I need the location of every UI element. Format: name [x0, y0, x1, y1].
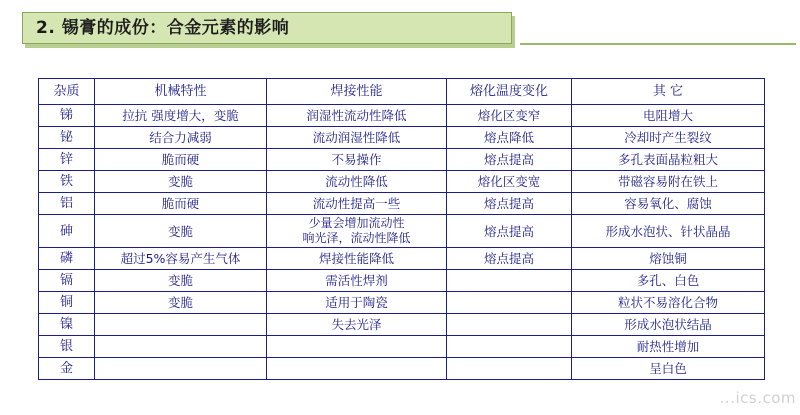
- table-row: [39, 149, 765, 171]
- impurity-name-cell: 银: [39, 336, 95, 358]
- table-header-row: [39, 79, 765, 105]
- table-cell: [95, 358, 267, 380]
- table-cell: 冷却时产生裂纹: [572, 127, 765, 149]
- table-cell: 多孔表面晶粒粗大: [572, 149, 765, 171]
- table-cell: 变脆: [95, 270, 267, 292]
- table-cell: 流动性降低: [267, 171, 447, 193]
- impurity-name-cell: 镉: [39, 270, 95, 292]
- column-header-impurity: 杂质: [39, 79, 95, 105]
- table-cell: [447, 270, 572, 292]
- table-cell: 润湿性流动性降低: [267, 105, 447, 127]
- table-cell: 熔点降低: [447, 127, 572, 149]
- column-header-solderability: 焊接性能: [267, 79, 447, 105]
- impurity-effects-table-wrapper: [38, 78, 764, 380]
- impurity-name-cell: 锑: [39, 105, 95, 127]
- table-cell: [95, 336, 267, 358]
- table-cell: 熔蚀铜: [572, 248, 765, 270]
- table-cell: 多孔、白色: [572, 270, 765, 292]
- table-cell: 结合力减弱: [95, 127, 267, 149]
- slide-title-block: [22, 12, 774, 46]
- table-cell: 变脆: [95, 171, 267, 193]
- table-row: [39, 314, 765, 336]
- impurity-name-cell: 铁: [39, 171, 95, 193]
- title-underline-rule: [520, 43, 796, 45]
- table-row: [39, 248, 765, 270]
- impurity-name-cell: 镍: [39, 314, 95, 336]
- watermark-text: ...ics.com: [719, 389, 796, 407]
- table-cell: 脆而硬: [95, 193, 267, 215]
- table-cell: [447, 292, 572, 314]
- table-cell: 流动性提高一些: [267, 193, 447, 215]
- table-cell: 熔点提高: [447, 248, 572, 270]
- table-cell: 形成水泡状结晶: [572, 314, 765, 336]
- table-cell: 带磁容易附在铁上: [572, 171, 765, 193]
- table-row: [39, 215, 765, 248]
- table-row: [39, 105, 765, 127]
- table-cell: 呈白色: [572, 358, 765, 380]
- table-cell: 耐热性增加: [572, 336, 765, 358]
- impurity-name-cell: 磷: [39, 248, 95, 270]
- table-cell: 电阻增大: [572, 105, 765, 127]
- table-cell: 脆而硬: [95, 149, 267, 171]
- table-cell: 流动润湿性降低: [267, 127, 447, 149]
- table-cell: [447, 314, 572, 336]
- table-cell: 需活性焊剂: [267, 270, 447, 292]
- table-cell: 变脆: [95, 215, 267, 248]
- table-row: [39, 358, 765, 380]
- table-cell: 拉抗 强度增大，变脆: [95, 105, 267, 127]
- impurity-name-cell: 铜: [39, 292, 95, 314]
- impurity-name-cell: 金: [39, 358, 95, 380]
- column-header-mechanical: 机械特性: [95, 79, 267, 105]
- table-cell: [95, 314, 267, 336]
- table-row: [39, 336, 765, 358]
- impurity-name-cell: 铋: [39, 127, 95, 149]
- column-header-melting-temp: 熔化温度变化: [447, 79, 572, 105]
- table-cell: 容易氧化、腐蚀: [572, 193, 765, 215]
- table-cell: 失去光泽: [267, 314, 447, 336]
- table-cell: 焊接性能降低: [267, 248, 447, 270]
- impurity-effects-table: [38, 78, 765, 380]
- impurity-name-cell: 砷: [39, 215, 95, 248]
- table-row: [39, 193, 765, 215]
- table-cell: 熔点提高: [447, 149, 572, 171]
- table-cell: 熔化区变窄: [447, 105, 572, 127]
- table-cell: [267, 358, 447, 380]
- impurity-name-cell: 锌: [39, 149, 95, 171]
- table-cell: 熔点提高: [447, 215, 572, 248]
- table-cell: 熔化区变宽: [447, 171, 572, 193]
- table-header: [39, 79, 765, 105]
- table-cell: 超过5%容易产生气体: [95, 248, 267, 270]
- table-body: [39, 105, 765, 380]
- table-cell: 熔点提高: [447, 193, 572, 215]
- column-header-other: 其 它: [572, 79, 765, 105]
- page-title: 2. 锡膏的成份：合金元素的影响: [36, 18, 290, 38]
- table-row: [39, 127, 765, 149]
- table-cell: [267, 336, 447, 358]
- table-row: [39, 292, 765, 314]
- table-row: [39, 270, 765, 292]
- table-cell: 适用于陶瓷: [267, 292, 447, 314]
- table-row: [39, 171, 765, 193]
- table-cell: 粒状不易溶化合物: [572, 292, 765, 314]
- table-cell: [447, 358, 572, 380]
- table-cell: 变脆: [95, 292, 267, 314]
- table-cell: 形成水泡状、针状晶晶: [572, 215, 765, 248]
- table-cell: [447, 336, 572, 358]
- table-cell: 不易操作: [267, 149, 447, 171]
- impurity-name-cell: 铝: [39, 193, 95, 215]
- table-cell: 少量会增加流动性 响光泽，流动性降低: [267, 215, 447, 248]
